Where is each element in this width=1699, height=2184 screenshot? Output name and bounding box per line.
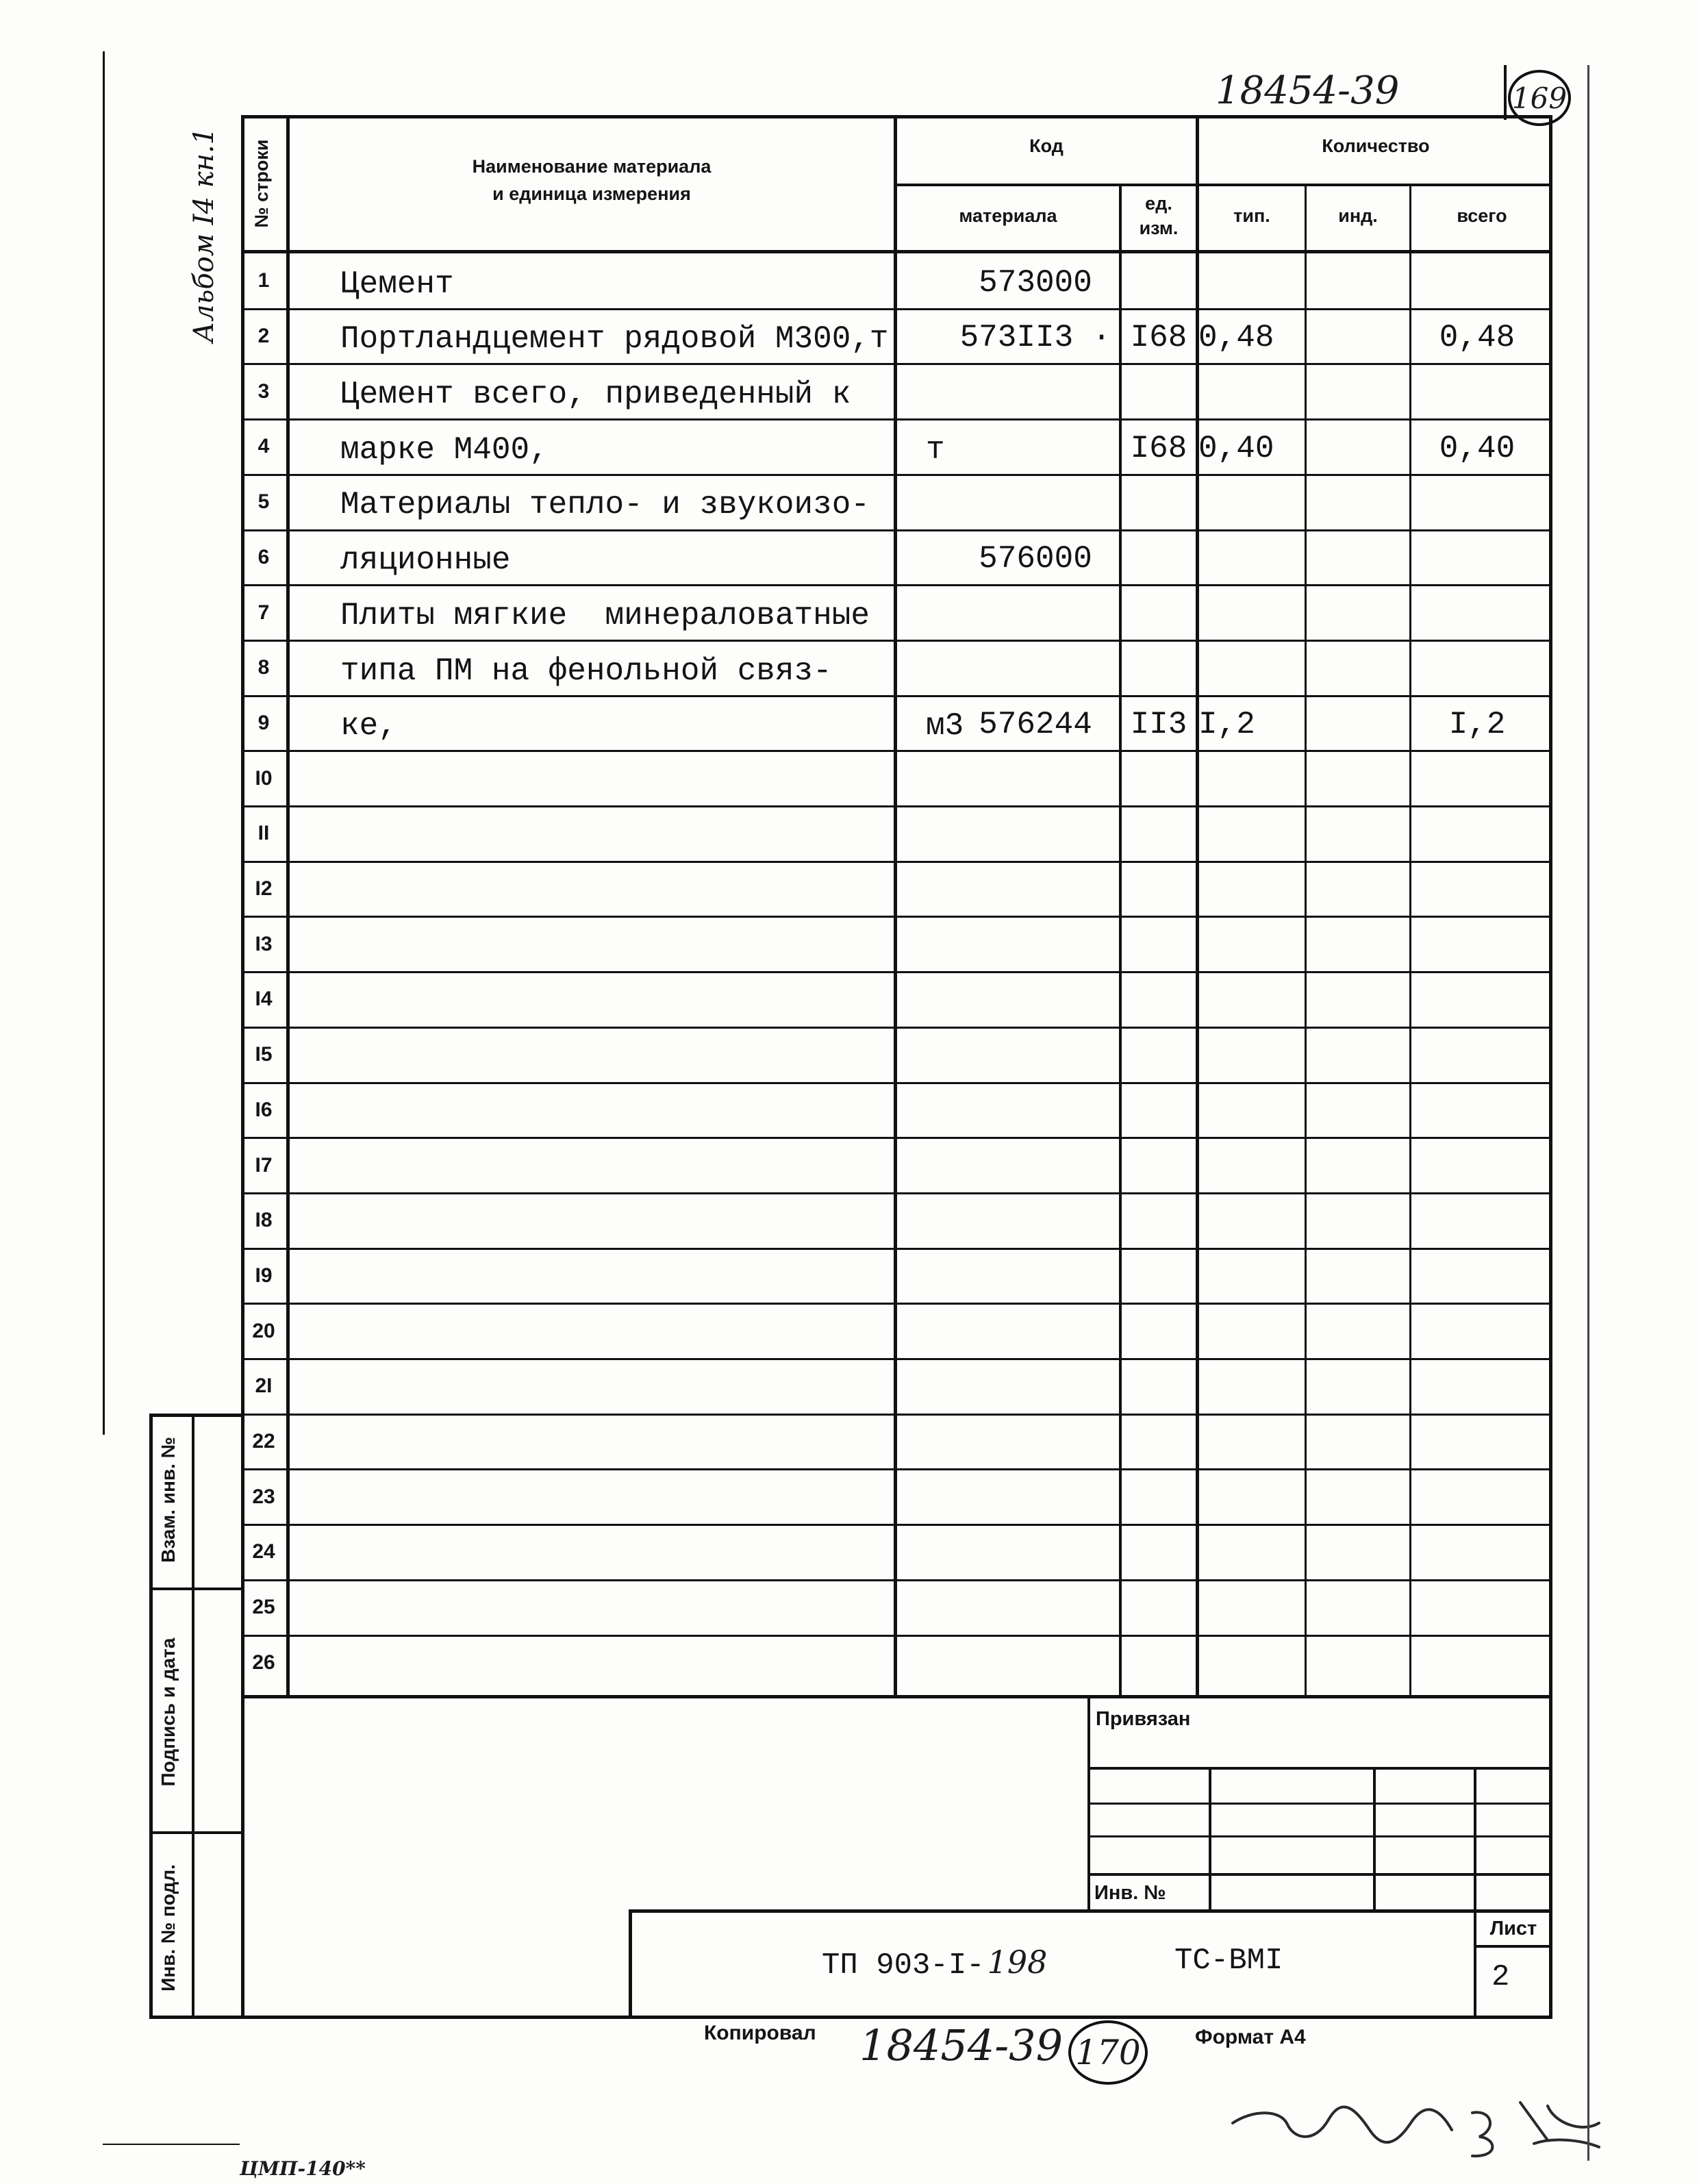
bottom-left-rule xyxy=(103,2144,240,2145)
row-unit-code xyxy=(1121,806,1196,862)
list-value: 2 xyxy=(1492,1960,1510,1994)
row-qty-total xyxy=(1409,1469,1546,1524)
row-unit-code xyxy=(1121,1635,1196,1691)
table-row xyxy=(241,1524,1552,1580)
footer-format: Формат А4 xyxy=(1195,2026,1306,2048)
table-row xyxy=(241,1138,1552,1193)
header-tip: тип. xyxy=(1233,205,1270,226)
row-number: 5 xyxy=(257,490,270,514)
row-number: I9 xyxy=(255,1264,273,1287)
row-unit-code xyxy=(1121,862,1196,917)
row-material-code xyxy=(953,1248,1118,1304)
row-material-code xyxy=(953,1193,1118,1248)
row-qty-tip xyxy=(1198,475,1301,530)
table-row xyxy=(241,806,1552,862)
row-unit-code: I68 xyxy=(1130,430,1187,466)
table-row xyxy=(241,364,1552,419)
row-number: I6 xyxy=(255,1098,273,1121)
top-archive-number: 18454-39 xyxy=(1216,68,1400,113)
stamp-line-1 xyxy=(1089,1767,1552,1770)
row-material-code xyxy=(953,419,1118,475)
stamp-line-3 xyxy=(1089,1835,1552,1837)
row-qty-tip xyxy=(1198,1027,1301,1083)
row-qty-tip xyxy=(1198,862,1301,917)
row-qty-tip xyxy=(1198,1414,1301,1470)
header-material: материала xyxy=(959,205,1057,226)
right-edge-line xyxy=(1587,65,1589,2161)
header-unit-line2: изм. xyxy=(1139,218,1179,238)
table-row xyxy=(241,1027,1552,1083)
left-margin-line xyxy=(103,51,105,1435)
row-qty-tip xyxy=(1198,1248,1301,1304)
stamp-inv-no: Инв. № xyxy=(1094,1882,1166,1904)
row-material-code xyxy=(953,1027,1118,1083)
row-qty-tip: I,2 xyxy=(1198,707,1255,743)
side-stamp-sep-2 xyxy=(149,1831,241,1834)
row-qty-total xyxy=(1409,253,1546,309)
row-material-code xyxy=(953,1138,1118,1193)
row-qty-total: 0,48 xyxy=(1439,320,1515,356)
footer-kopiroval: Копировал xyxy=(704,2022,816,2044)
footer-copy-circle-number: 170 xyxy=(1075,2033,1141,2072)
table-row xyxy=(241,1303,1552,1359)
row-name: Цемент xyxy=(340,266,454,302)
header-subline xyxy=(895,184,1552,186)
table-row xyxy=(241,253,1552,309)
table-row xyxy=(241,309,1552,364)
row-qty-total xyxy=(1409,806,1546,862)
table-row xyxy=(241,1193,1552,1248)
row-name: Портландцемент рядовой М300,т xyxy=(340,321,889,357)
table-row xyxy=(241,1083,1552,1138)
table-row xyxy=(241,1414,1552,1470)
row-qty-tip xyxy=(1198,640,1301,696)
row-material-code xyxy=(953,1524,1118,1580)
row-qty-tip xyxy=(1198,806,1301,862)
row-unit-code xyxy=(1121,475,1196,530)
row-number: 23 xyxy=(252,1485,275,1508)
row-unit-code xyxy=(1121,1138,1196,1193)
row-material-code: 573000 xyxy=(979,264,1092,301)
row-number: I5 xyxy=(255,1043,273,1066)
row-number: 20 xyxy=(252,1319,275,1342)
list-box-line xyxy=(1474,1945,1552,1948)
doc-number-hand: 198 xyxy=(987,1944,1048,1981)
row-qty-total xyxy=(1409,1248,1546,1304)
side-stamp-inner-line xyxy=(192,1414,194,2019)
row-qty-total xyxy=(1409,916,1546,972)
row-qty-tip xyxy=(1198,1524,1301,1580)
list-label: Лист xyxy=(1489,1918,1537,1940)
table-row xyxy=(241,972,1552,1027)
table-row xyxy=(241,640,1552,696)
row-qty-total xyxy=(1409,751,1546,806)
row-name: типа ПМ на фенольной связ- xyxy=(340,653,832,689)
row-material-code xyxy=(953,585,1118,640)
doc-box-left xyxy=(629,1909,632,2019)
row-number: II xyxy=(257,822,270,845)
row-qty-tip xyxy=(1198,1193,1301,1248)
stamp-line-2 xyxy=(1089,1803,1552,1805)
row-qty-total: I,2 xyxy=(1448,707,1506,743)
header-name-line2: и единица измерения xyxy=(492,184,691,204)
row-material-code: 573II3 · xyxy=(959,320,1111,356)
table-row xyxy=(241,751,1552,806)
header-row-number: № строки xyxy=(251,139,272,228)
doc-prefix: ТП 903-I- xyxy=(822,1948,985,1983)
row-material-code xyxy=(953,1414,1118,1470)
row-qty-tip xyxy=(1198,1138,1301,1193)
row-qty-total xyxy=(1409,364,1546,419)
stamp-vline-b xyxy=(1373,1767,1376,1911)
table-row xyxy=(241,916,1552,972)
row-qty-total xyxy=(1409,1414,1546,1470)
footer-bottom-left: ЦМП-140** xyxy=(240,2157,366,2180)
row-qty-total xyxy=(1409,1359,1546,1414)
row-number: 2I xyxy=(255,1375,273,1398)
row-unit-code xyxy=(1121,1027,1196,1083)
row-qty-tip xyxy=(1198,1580,1301,1635)
row-material-code xyxy=(953,806,1118,862)
row-qty-total: 0,40 xyxy=(1439,430,1515,466)
row-number: I7 xyxy=(255,1153,273,1177)
table-row xyxy=(241,1469,1552,1524)
row-qty-tip xyxy=(1198,1303,1301,1359)
row-qty-total xyxy=(1409,475,1546,530)
row-number: I4 xyxy=(255,988,273,1011)
row-unit-code xyxy=(1121,1469,1196,1524)
table-row xyxy=(241,1248,1552,1304)
table-row xyxy=(241,696,1552,751)
stamp-vline-c xyxy=(1474,1767,1476,2019)
row-unit-code xyxy=(1121,1083,1196,1138)
header-quantity: Количество xyxy=(1322,136,1430,156)
row-qty-tip xyxy=(1198,1359,1301,1414)
table-body-bottom-line xyxy=(241,1695,1552,1698)
table-row xyxy=(241,1359,1552,1414)
row-qty-total xyxy=(1409,1027,1546,1083)
row-unit-code xyxy=(1121,1414,1196,1470)
row-unit-code xyxy=(1121,585,1196,640)
row-material-code xyxy=(953,475,1118,530)
row-unit-code xyxy=(1121,916,1196,972)
row-number: 24 xyxy=(252,1540,275,1564)
row-material-code: 576000 xyxy=(979,541,1092,577)
side-label-podpis: Подпись и дата xyxy=(158,1637,179,1787)
row-name: ляционные xyxy=(340,542,511,579)
row-qty-tip xyxy=(1198,1469,1301,1524)
stamp-vline-a xyxy=(1209,1767,1211,1911)
row-qty-total xyxy=(1409,1138,1546,1193)
side-stamp-sep-1 xyxy=(149,1587,241,1590)
row-qty-total xyxy=(1409,1580,1546,1635)
header-name-line1: Наименование материала xyxy=(472,156,712,177)
row-qty-tip: 0,48 xyxy=(1198,320,1274,356)
row-unit-code xyxy=(1121,1359,1196,1414)
row-qty-total xyxy=(1409,1193,1546,1248)
table-row xyxy=(241,862,1552,917)
row-unit-code xyxy=(1121,1193,1196,1248)
signature xyxy=(1226,2082,1609,2164)
row-qty-tip xyxy=(1198,1635,1301,1691)
top-right-tick xyxy=(1504,65,1507,120)
stamp-privyazan: Привязан xyxy=(1096,1708,1191,1730)
row-material-code xyxy=(953,1635,1118,1691)
row-number: I3 xyxy=(255,932,273,955)
row-name: Материалы тепло- и звукоизо- xyxy=(340,487,870,523)
row-number: 6 xyxy=(257,545,270,568)
row-qty-total xyxy=(1409,1083,1546,1138)
row-qty-tip xyxy=(1198,253,1301,309)
row-name: марке М400, xyxy=(340,431,549,468)
row-material-code xyxy=(953,1580,1118,1635)
row-unit-suffix: м3 xyxy=(926,708,964,744)
row-qty-tip xyxy=(1198,364,1301,419)
row-unit-code: I68 xyxy=(1130,320,1187,356)
row-material-code xyxy=(953,916,1118,972)
row-material-code xyxy=(953,751,1118,806)
row-unit-code xyxy=(1121,1303,1196,1359)
table-row xyxy=(241,585,1552,640)
album-label: Альбом I4 кн.1 xyxy=(188,127,220,343)
row-unit-code xyxy=(1121,530,1196,586)
row-material-code xyxy=(953,1359,1118,1414)
row-unit-code xyxy=(1121,253,1196,309)
side-label-vzam: Взам. инв. № xyxy=(158,1437,179,1563)
row-material-code xyxy=(953,1083,1118,1138)
row-number: 3 xyxy=(257,379,270,403)
row-qty-total xyxy=(1409,972,1546,1027)
row-qty-tip xyxy=(1198,972,1301,1027)
row-name: Цемент всего, приведенный к xyxy=(340,377,851,413)
row-number: I8 xyxy=(255,1209,273,1232)
row-number: 8 xyxy=(257,656,270,679)
page-number: 169 xyxy=(1511,81,1568,115)
row-number: 9 xyxy=(257,711,270,734)
row-qty-tip xyxy=(1198,1083,1301,1138)
stamp-line-4 xyxy=(1089,1873,1552,1876)
table-row xyxy=(241,419,1552,475)
row-number: 25 xyxy=(252,1596,275,1619)
row-unit-code xyxy=(1121,1248,1196,1304)
row-material-code xyxy=(953,972,1118,1027)
row-qty-tip xyxy=(1198,751,1301,806)
footer-copy-number: 18454-39 xyxy=(859,2020,1064,2070)
row-qty-tip xyxy=(1198,530,1301,586)
row-qty-tip xyxy=(1198,585,1301,640)
row-qty-total xyxy=(1409,1524,1546,1580)
row-material-code xyxy=(953,640,1118,696)
row-number: I0 xyxy=(255,766,273,790)
row-unit-code xyxy=(1121,640,1196,696)
row-material-code xyxy=(953,1303,1118,1359)
header-ind: инд. xyxy=(1338,205,1378,226)
header-unit-line1: ед. xyxy=(1145,193,1172,214)
table-row xyxy=(241,530,1552,586)
side-label-inv-podl: Инв. № подл. xyxy=(158,1864,179,1992)
row-number: 1 xyxy=(257,269,270,292)
row-qty-total xyxy=(1409,1303,1546,1359)
row-number: I2 xyxy=(255,877,273,901)
table-row xyxy=(241,1580,1552,1635)
row-unit-code xyxy=(1121,972,1196,1027)
row-number: 2 xyxy=(257,325,270,348)
header-total: всего xyxy=(1457,205,1507,226)
row-unit-code xyxy=(1121,364,1196,419)
row-material-code: 576244 xyxy=(979,707,1092,743)
row-material-code xyxy=(953,862,1118,917)
row-unit-suffix: т xyxy=(926,431,945,468)
doc-designation xyxy=(822,1944,1047,1983)
table-row xyxy=(241,1635,1552,1691)
row-qty-tip xyxy=(1198,916,1301,972)
footer-copy-circle xyxy=(1068,2020,1148,2085)
table-row xyxy=(241,475,1552,530)
row-number: 22 xyxy=(252,1430,275,1453)
row-number: 7 xyxy=(257,601,270,624)
doc-box-top xyxy=(629,1909,1552,1913)
row-unit-code: II3 xyxy=(1130,707,1187,743)
row-qty-total xyxy=(1409,862,1546,917)
doc-code: ТС-ВМI xyxy=(1174,1944,1283,1978)
row-name: Плиты мягкие минераловатные xyxy=(340,597,870,633)
row-name: ке, xyxy=(340,708,397,744)
row-qty-total xyxy=(1409,640,1546,696)
row-unit-code xyxy=(1121,751,1196,806)
row-material-code xyxy=(953,1469,1118,1524)
row-qty-total xyxy=(1409,585,1546,640)
row-material-code xyxy=(953,364,1118,419)
row-unit-code xyxy=(1121,1524,1196,1580)
row-qty-total xyxy=(1409,530,1546,586)
row-number: 4 xyxy=(257,435,270,458)
header-code: Код xyxy=(1029,136,1064,156)
row-qty-total xyxy=(1409,1635,1546,1691)
row-unit-code xyxy=(1121,1580,1196,1635)
row-number: 26 xyxy=(252,1650,275,1674)
row-qty-tip: 0,40 xyxy=(1198,430,1274,466)
